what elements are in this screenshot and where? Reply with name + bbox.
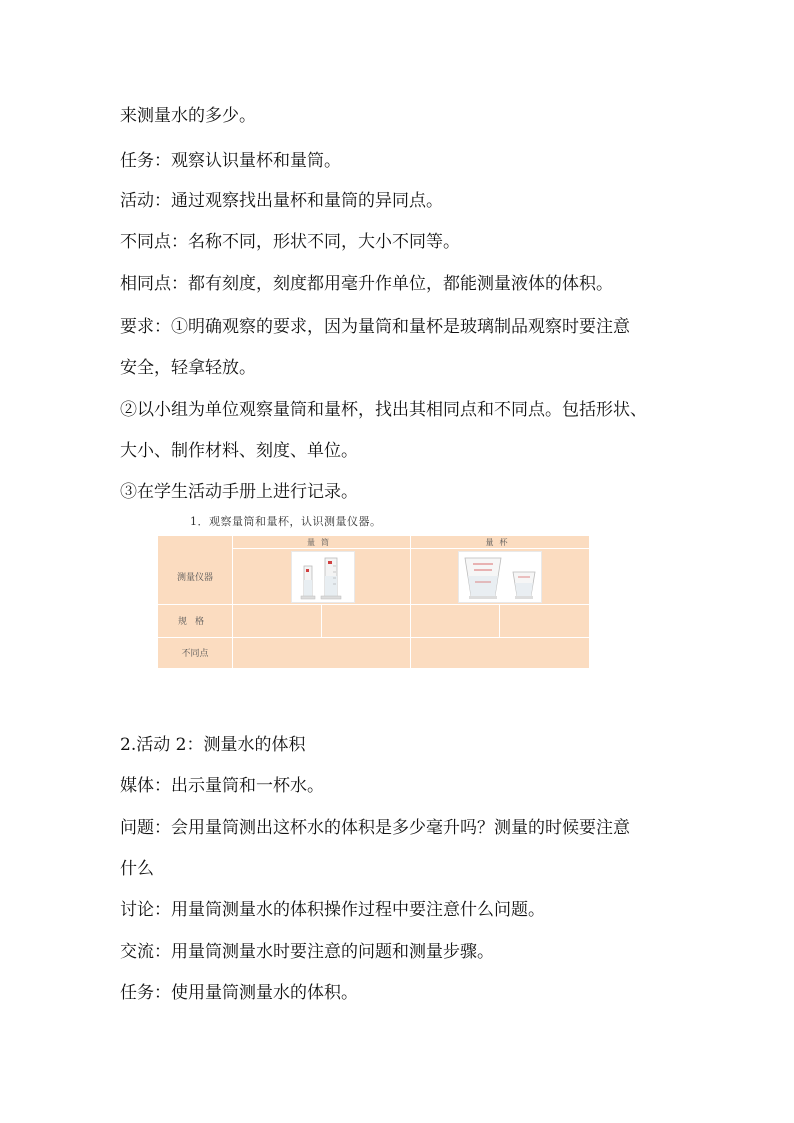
cylinder-photo — [291, 551, 355, 603]
paragraph-line: ③在学生活动手册上进行记录。 — [120, 482, 358, 502]
paragraph-line: 要求：①明确观察的要求，因为量筒和量杯是玻璃制品观察时要注意 — [120, 317, 630, 337]
row-label-spec: 规格 — [177, 617, 212, 627]
paragraph-line: 任务：观察认识量杯和量筒。 — [120, 151, 341, 171]
paragraph-line: 任务：使用量筒测量水的体积。 — [120, 983, 358, 1003]
paragraph-line: ②以小组为单位观察量筒和量杯，找出其相同点和不同点。包括形状、 — [120, 400, 647, 420]
paragraph-line: 来测量水的多少。 — [120, 106, 256, 126]
row-label-difference: 不同点 — [181, 649, 209, 659]
col-header-cylinder: 量筒 — [307, 537, 335, 547]
graduated-cylinder-icon — [292, 552, 354, 602]
paragraph-line: 什么 — [120, 859, 154, 879]
measuring-cup-photo — [458, 551, 542, 603]
measuring-cup-icon — [459, 552, 541, 602]
paragraph-line: 活动：通过观察找出量杯和量筒的异同点。 — [120, 191, 443, 211]
section-heading: 2.活动 2：测量水的体积 — [120, 735, 306, 755]
paragraph-line: 安全，轻拿轻放。 — [120, 358, 256, 378]
paragraph-line: 问题：会用量筒测出这杯水的体积是多少毫升吗？测量的时候要注意 — [120, 818, 630, 838]
worksheet-table — [158, 536, 589, 668]
paragraph-line: 讨论：用量筒测量水的体积操作过程中要注意什么问题。 — [120, 900, 545, 920]
paragraph-line: 大小、制作材料、刻度、单位。 — [120, 441, 358, 461]
paragraph-line: 媒体：出示量筒和一杯水。 — [120, 776, 324, 796]
figure-caption: 1．观察量筒和量杯，认识测量仪器。 — [190, 515, 382, 528]
row-label-instrument: 测量仪器 — [176, 572, 213, 583]
col-header-cup: 量杯 — [485, 537, 514, 547]
paragraph-line: 不同点：名称不同，形状不同，大小不同等。 — [120, 232, 460, 252]
paragraph-line: 相同点：都有刻度，刻度都用毫升作单位，都能测量液体的体积。 — [120, 274, 613, 294]
paragraph-line: 交流：用量筒测量水时要注意的问题和测量步骤。 — [120, 942, 494, 962]
